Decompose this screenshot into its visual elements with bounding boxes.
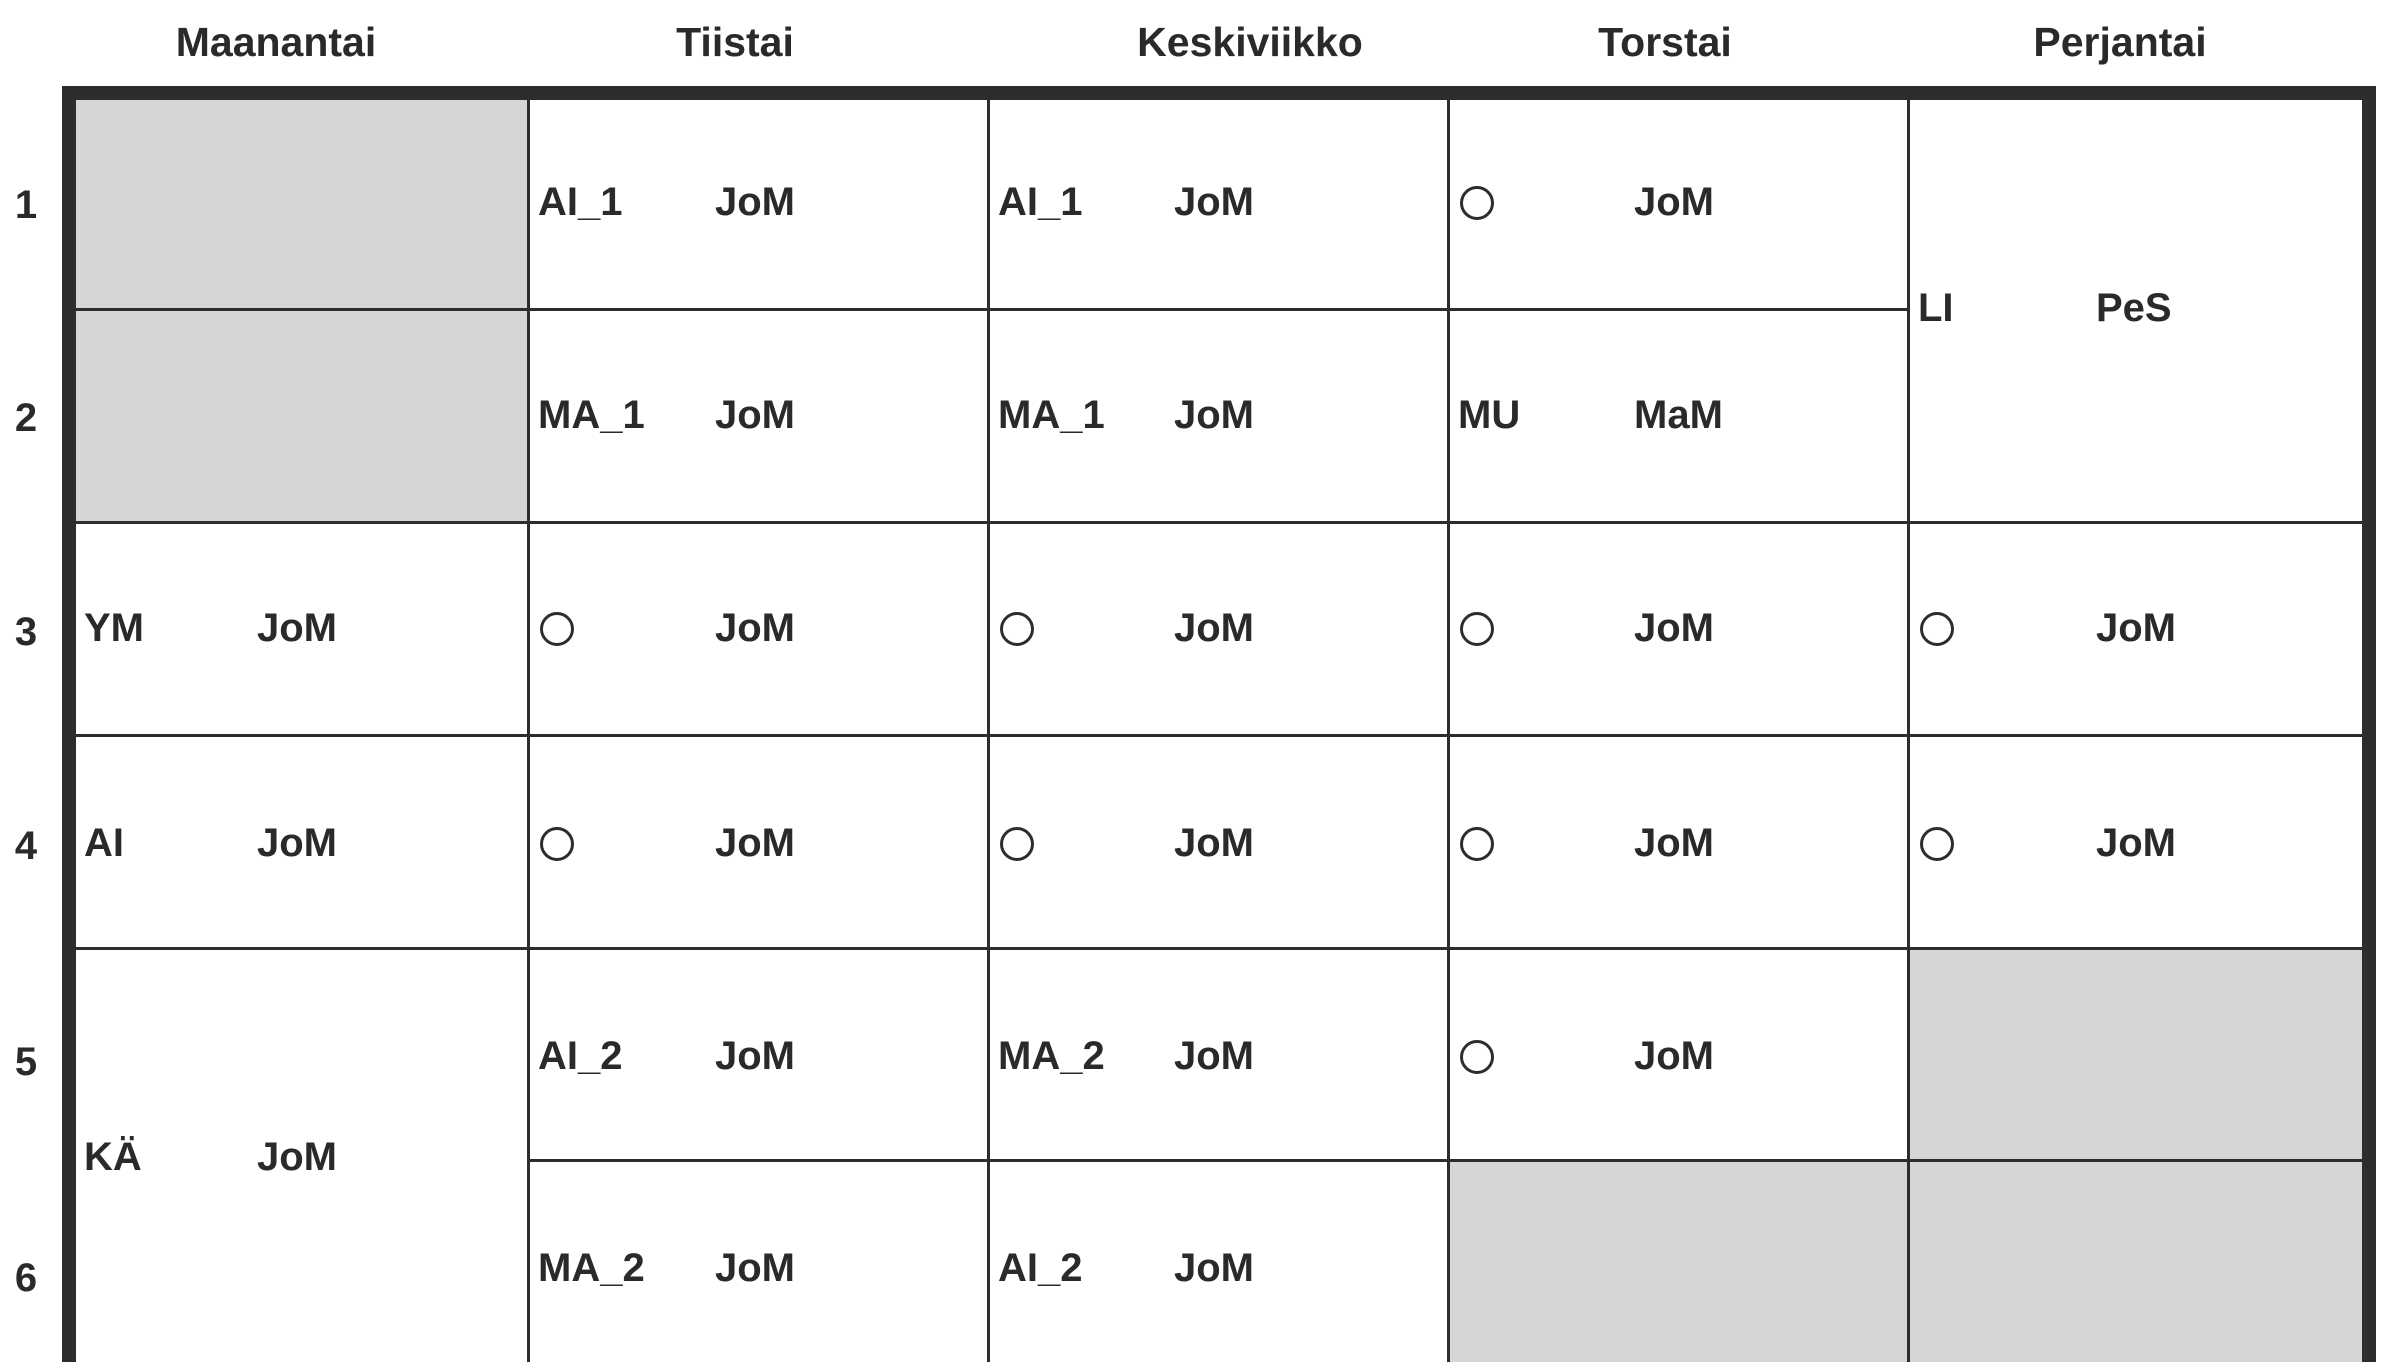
period-number-2: 2 (14, 396, 38, 440)
timetable-cell-wednesday-4[interactable] (990, 737, 1447, 947)
subject-label: MA_1 (998, 393, 1105, 437)
teacher-label: JoM (715, 821, 795, 865)
timetable-cell-wednesday-2[interactable] (990, 311, 1447, 521)
teacher-label: JoM (715, 1034, 795, 1078)
teacher-label: JoM (1634, 180, 1714, 224)
circle-icon (1460, 612, 1494, 646)
circle-icon (1920, 827, 1954, 861)
timetable-cell-tuesday-2[interactable] (530, 311, 987, 521)
subject-label: AI_1 (538, 180, 623, 224)
column-divider (527, 100, 530, 1362)
row-divider (76, 521, 2362, 524)
day-header-monday: Maanantai (175, 19, 377, 65)
teacher-label: JoM (715, 606, 795, 650)
timetable-cell-monday-3[interactable] (76, 524, 527, 734)
teacher-label: JoM (1174, 821, 1254, 865)
column-divider (1447, 100, 1450, 1362)
teacher-label: JoM (715, 393, 795, 437)
timetable-cell-tuesday-5[interactable] (530, 950, 987, 1159)
teacher-label: JoM (715, 180, 795, 224)
teacher-label: JoM (1634, 606, 1714, 650)
circle-icon (1460, 1040, 1494, 1074)
teacher-label: JoM (1634, 1034, 1714, 1078)
circle-icon (1460, 186, 1494, 220)
period-number-1: 1 (14, 183, 38, 227)
day-header-tuesday: Tiistai (676, 19, 794, 65)
timetable-cell-friday-1-2[interactable] (1910, 100, 2362, 521)
timetable-cell-thursday-3[interactable] (1450, 524, 1907, 734)
day-header-thursday: Torstai (1598, 19, 1732, 65)
timetable-cell-friday-4[interactable] (1910, 737, 2362, 947)
teacher-label: JoM (2096, 606, 2176, 650)
subject-label: AI (84, 821, 124, 865)
subject-label: MU (1458, 393, 1521, 437)
timetable-cell-wednesday-5[interactable] (990, 950, 1447, 1159)
timetable-cell-wednesday-6[interactable] (990, 1162, 1447, 1362)
subject-label: YM (84, 606, 144, 650)
period-number-6: 6 (14, 1256, 38, 1300)
row-divider (76, 308, 1907, 311)
column-divider (1907, 100, 1910, 1362)
teacher-label: JoM (257, 606, 337, 650)
teacher-label: JoM (2096, 821, 2176, 865)
teacher-label: JoM (257, 821, 337, 865)
teacher-label: JoM (1174, 180, 1254, 224)
circle-icon (540, 612, 574, 646)
timetable-cell-tuesday-6[interactable] (530, 1162, 987, 1362)
timetable-cell-monday-1[interactable] (76, 100, 527, 308)
subject-label: AI_2 (538, 1034, 623, 1078)
timetable-cell-friday-6[interactable] (1910, 1162, 2362, 1362)
teacher-label: JoM (1174, 1034, 1254, 1078)
teacher-label: JoM (1174, 1246, 1254, 1290)
circle-icon (540, 827, 574, 861)
period-number-5: 5 (14, 1040, 38, 1084)
row-divider (76, 947, 2362, 950)
teacher-label: JoM (715, 1246, 795, 1290)
period-number-3: 3 (14, 610, 38, 654)
subject-label: MA_2 (998, 1034, 1105, 1078)
timetable-cell-thursday-1[interactable] (1450, 100, 1907, 308)
timetable-cell-monday-4[interactable] (76, 737, 527, 947)
timetable-cell-friday-5[interactable] (1910, 950, 2362, 1159)
subject-label: AI_1 (998, 180, 1083, 224)
circle-icon (1000, 827, 1034, 861)
timetable-cell-tuesday-1[interactable] (530, 100, 987, 308)
timetable-cell-monday-2[interactable] (76, 311, 527, 521)
timetable-cell-monday-5-6[interactable] (76, 950, 527, 1362)
teacher-label: PeS (2096, 286, 2172, 330)
circle-icon (1000, 612, 1034, 646)
timetable-cell-thursday-6[interactable] (1450, 1162, 1907, 1362)
timetable-cell-wednesday-3[interactable] (990, 524, 1447, 734)
timetable-cell-thursday-2[interactable] (1450, 311, 1907, 521)
circle-icon (1460, 827, 1494, 861)
subject-label: MA_1 (538, 393, 645, 437)
day-header-friday: Perjantai (2033, 19, 2207, 65)
timetable-cell-tuesday-4[interactable] (530, 737, 987, 947)
teacher-label: JoM (1174, 393, 1254, 437)
timetable-cell-wednesday-1[interactable] (990, 100, 1447, 308)
row-divider (76, 734, 2362, 737)
timetable-cell-thursday-5[interactable] (1450, 950, 1907, 1159)
timetable-cell-tuesday-3[interactable] (530, 524, 987, 734)
teacher-label: JoM (257, 1135, 337, 1179)
subject-label: AI_2 (998, 1246, 1083, 1290)
circle-icon (1920, 612, 1954, 646)
period-number-4: 4 (14, 824, 38, 868)
teacher-label: JoM (1634, 821, 1714, 865)
day-header-wednesday: Keskiviikko (1137, 19, 1363, 65)
column-divider (987, 100, 990, 1362)
teacher-label: JoM (1174, 606, 1254, 650)
teacher-label: MaM (1634, 393, 1723, 437)
timetable-cell-thursday-4[interactable] (1450, 737, 1907, 947)
timetable-cell-friday-3[interactable] (1910, 524, 2362, 734)
subject-label: LI (1918, 286, 1954, 330)
subject-label: KÄ (84, 1135, 142, 1179)
subject-label: MA_2 (538, 1246, 645, 1290)
row-divider (527, 1159, 2362, 1162)
timetable-grid (62, 86, 2376, 1362)
